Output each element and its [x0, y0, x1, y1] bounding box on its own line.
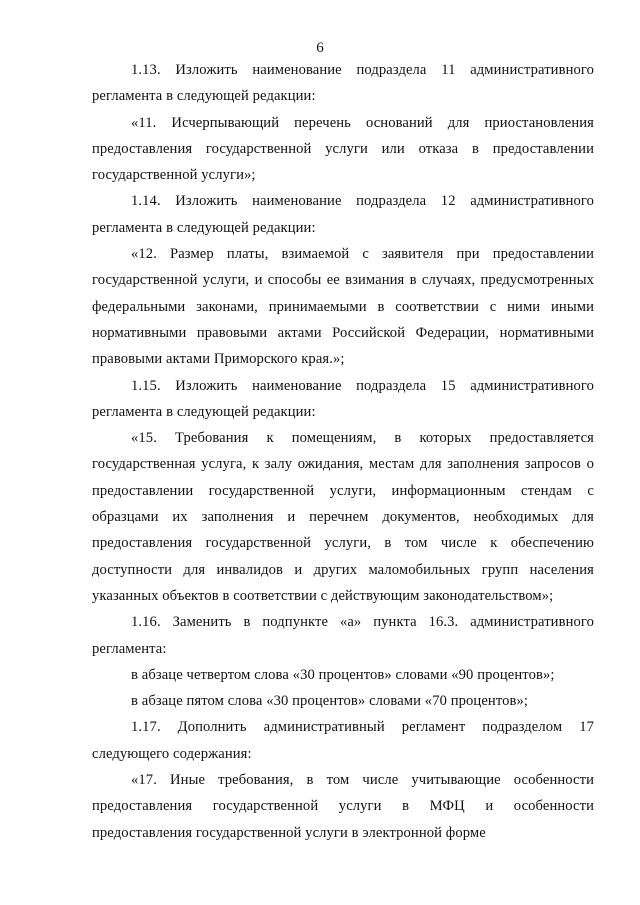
page-number: 6 [316, 40, 324, 56]
paragraph-quote-11: «11. Исчерпывающий перечень оснований для приостановления предоставления государственной услуги или отказа в предоставлении государственной услуги»; [92, 114, 594, 184]
paragraph-abzac-5: в абзаце пятом слова «30 процентов» словами «70 процентов»; [131, 693, 529, 710]
paragraph-1-15: 1.15. Изложить наименование подраздела 15 административного регламента в следующей редакции: [92, 377, 594, 420]
document-body [92, 57, 594, 846]
paragraph-1-13: 1.13. Изложить наименование подраздела 11 административного регламента в следующей редакции: [92, 62, 594, 105]
paragraph-abzac-4: в абзаце четвертом слова «30 процентов» словами «90 процентов»; [131, 666, 555, 683]
paragraph-1-17: 1.17. Дополнить административный регламент подразделом 17 следующего содержания: [92, 719, 594, 762]
paragraph-1-16: 1.16. Заменить в подпункте «а» пункта 16.3. административного регламента: [92, 614, 594, 657]
paragraph-quote-17: «17. Иные требования, в том числе учитывающие особенности предоставления государственной услуги в МФЦ и особенности предоставления государственной услуги в электронной форме [92, 772, 594, 841]
paragraph-quote-15: «15. Требования к помещениям, в которых предоставляется государственная услуга, к залу ожидания, местам для заполнения запросов о предоставлении государственной услуги, информационным стендам с образцами их заполнения и перечнем документов, необходимых для предоставления государственной услуги, в том числе к обеспечению доступности для инвалидов и других маломобильных групп населения указанных объектов в соответствии с действующим законодательством»; [92, 430, 594, 604]
paragraph-quote-12: «12. Размер платы, взимаемой с заявителя при предоставлении государственной услуги, и способы ее взимания в случаях, предусмотренных федеральными законами, принимаемыми в соответствии с ними иными нормативными правовыми актами Российской Федерации, нормативными правовыми актами Приморского края.»; [92, 246, 594, 368]
paragraph-1-14: 1.14. Изложить наименование подраздела 12 административного регламента в следующей редакции: [92, 193, 594, 236]
